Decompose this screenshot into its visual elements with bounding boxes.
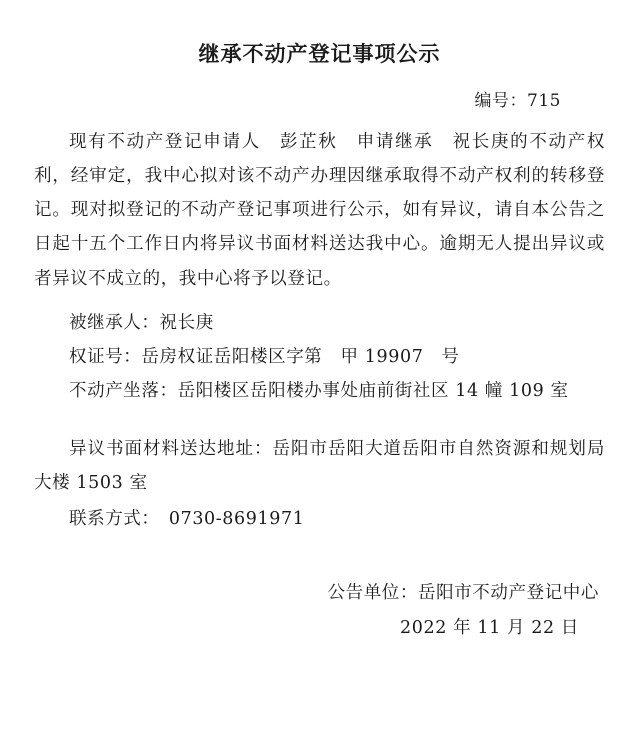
document-footer [34,576,605,646]
issuer-line: 公告单位：岳阳市不动产登记中心 [327,583,599,604]
spacer [34,410,605,432]
spacer [34,536,605,570]
body-paragraph: 现有不动产登记申请人 彭芷秋 申请继承 祝长庚的不动产权利，经审定，我中心拟对该不动产办理因继承取得不动产权利的转移登记。现对拟登记的不动产登记事项进行公示，如有异议，请自本公告之日起十五个工作日内将异议书面材料送达我中心。逾期无人提出异议或者异议不成立的，我中心将予以登记。 [34,132,605,289]
date-line: 2022 年 11 月 22 日 [400,618,579,639]
contact-info: 联系方式： 0730-8691971 [69,509,305,530]
document-number: 编号：715 [474,91,561,111]
notice-address: 异议书面材料送达地址：岳阳市岳阳大道岳阳市自然资源和规划局大楼 1503 室 [34,439,605,494]
detail-line-certificate: 权证号：岳房权证岳阳楼区字第 甲 19907 号 [69,346,460,367]
body-text-block [34,125,605,296]
detail-line-location: 不动产坐落：岳阳楼区岳阳楼办事处庙前街社区 14 幢 109 室 [69,380,569,401]
page-title: 继承不动产登记事项公示 [198,42,441,66]
detail-line-heir: 被继承人：祝长庚 [69,312,214,333]
